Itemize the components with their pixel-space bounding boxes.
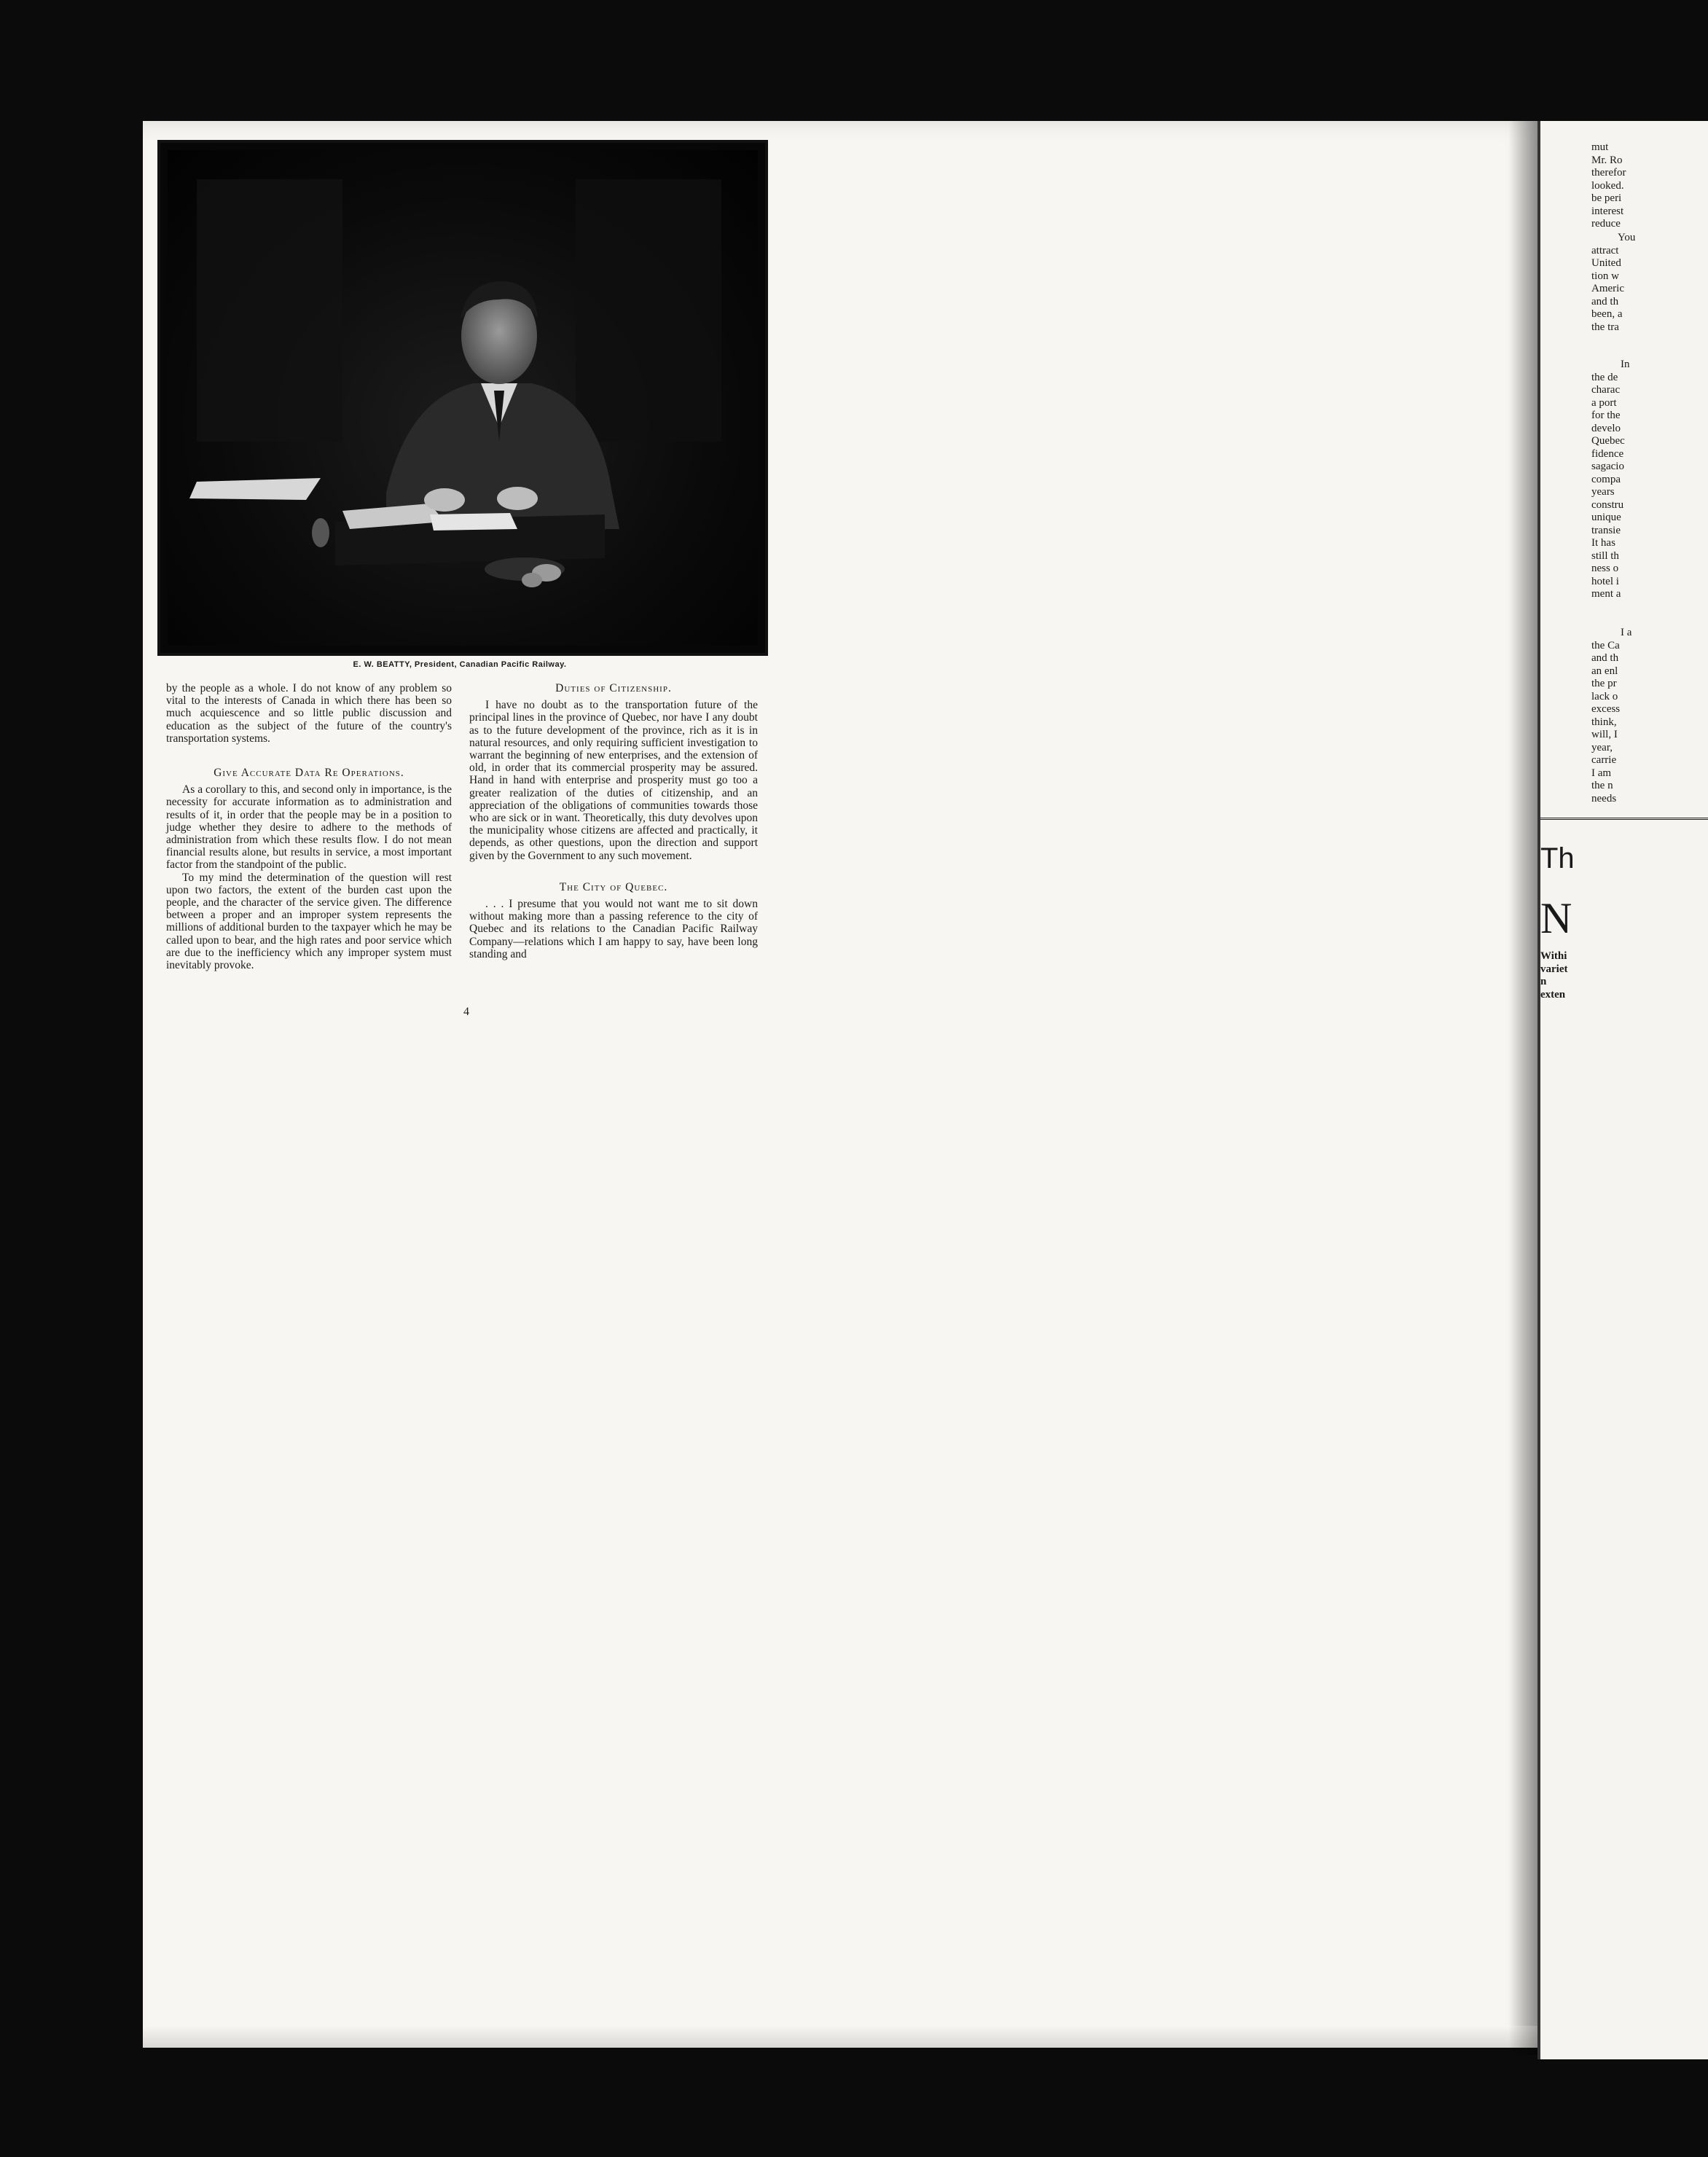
facing-line: ment a (1591, 588, 1621, 600)
right-text-column (469, 682, 758, 960)
facing-line: n (1540, 976, 1547, 987)
page-gutter (1508, 121, 1537, 2055)
facing-line: exten (1540, 988, 1566, 1001)
intro-paragraph: by the people as a whole. I do not know of any problem so vital to the interests of Canada in which there has been so much acquiescence and so little public discussion and education as the subject of the future of the country's transportation systems. (166, 682, 452, 745)
portrait-photo-frame (157, 140, 768, 656)
facing-text-block-1 (1591, 141, 1626, 231)
facing-line: and th (1591, 295, 1619, 308)
facing-line: years (1591, 486, 1615, 498)
portrait-photo (168, 150, 758, 646)
facing-text-block-3 (1591, 359, 1630, 601)
facing-line: In (1621, 359, 1630, 370)
facing-line: been, a (1591, 308, 1623, 320)
body-paragraph: To my mind the determination of the question will rest upon two factors, the extent of the burden cast upon the people, and the character of the service given. The difference between a proper and an improper system represents the millions of additional burden to the taxpayer which he may be called upon to bear, and the high rates and poor service which are due to the inefficiency which any improper system must inevitably provoke. (166, 871, 452, 972)
facing-line: the tra (1591, 321, 1619, 333)
body-paragraph: I have no doubt as to the transportation future of the principal lines in the province of Quebec, nor have I any doubt as to the future development of the province, rich as it is in natural resources, and only requiring sufficient investigation to warrant the beginning of new enterprises, and the extension of old, in order that its commercial prosperity may be assured. Hand in hand with enterprise and prosperity must go too a greater realization of the duties of citizenship, and an appreciation of the obligations of communities towards those who are sick or in want. Theoretically, this duty devolves upon the municipality whose citizens are affected and practically, it depends, as other questions, upon the direction and support given by the Government to any such movement. (469, 699, 758, 862)
facing-page (1537, 121, 1708, 2059)
facing-line: Americ (1591, 283, 1624, 294)
facing-line: It has (1591, 537, 1615, 549)
facing-line: ness o (1591, 563, 1619, 574)
facing-line: be peri (1591, 192, 1622, 204)
portrait-illustration (168, 150, 758, 646)
facing-text-block-5 (1540, 950, 1567, 1001)
facing-line: carrie (1591, 754, 1617, 766)
facing-line: still th (1591, 549, 1619, 562)
facing-line: the de (1591, 371, 1618, 383)
double-rule (1540, 818, 1708, 820)
facing-line: excess (1591, 703, 1621, 715)
facing-line: Quebec (1591, 435, 1625, 447)
facing-line: year, (1591, 741, 1613, 753)
facing-line: constru (1591, 498, 1624, 511)
section-heading-accurate-data: Give Accurate Data Re Operations. (214, 767, 404, 780)
facing-line: transie (1591, 524, 1621, 536)
facing-line: therefor (1591, 167, 1626, 179)
facing-line: hotel i (1591, 575, 1619, 587)
section-heading-city-of-quebec: The City of Quebec. (559, 880, 668, 893)
facing-line: lack o (1591, 690, 1618, 702)
facing-line: looked. (1591, 179, 1624, 192)
facing-line: tion w (1591, 270, 1619, 282)
facing-line: the Ca (1591, 639, 1620, 651)
facing-line: I am (1591, 767, 1612, 779)
facing-text-block-2 (1591, 232, 1635, 334)
section-heading-citizenship: Duties of Citizenship. (555, 682, 672, 694)
facing-heading-1: Th (1540, 842, 1575, 874)
facing-line: Mr. Ro (1591, 154, 1623, 166)
facing-line: the n (1591, 780, 1613, 791)
facing-line: attract (1591, 244, 1619, 257)
facing-line: charac (1591, 384, 1621, 396)
body-paragraph: As a corollary to this, and second only in importance, is the necessity for accurate information as to administration and results of it, in order that the people may be in a position to judge whether they desire to adhere to the methods of administration from which these results flow. I do not mean financial results alone, but results in service, a most important factor from the standpoint of the public. (166, 783, 452, 872)
facing-line: You (1618, 232, 1636, 243)
facing-line: and th (1591, 652, 1619, 664)
facing-text-block-4 (1591, 627, 1631, 805)
body-paragraph: . . . I presume that you would not want me to sit down without making more than a passing reference to the city of Quebec and its relations to the Canadian Pacific Railway Company—relations which I am happy to say, have been long standing and (469, 898, 758, 960)
facing-line: for the (1591, 410, 1621, 421)
facing-line: compa (1591, 473, 1621, 485)
facing-line: variet (1540, 963, 1568, 975)
facing-line: the pr (1591, 678, 1617, 689)
facing-line: an enl (1591, 665, 1618, 677)
page-number: 4 (463, 1006, 469, 1018)
facing-line: develo (1591, 422, 1621, 434)
facing-line: sagacio (1591, 461, 1624, 472)
facing-line: will, I (1591, 729, 1618, 740)
photo-caption: E. W. BEATTY, President, Canadian Pacific Railway. (353, 660, 567, 669)
facing-line: Withi (1540, 950, 1567, 962)
facing-line: interest (1591, 205, 1624, 217)
facing-heading-2: N (1540, 894, 1572, 942)
facing-line: fidence (1591, 447, 1624, 460)
facing-line: I a (1621, 627, 1632, 638)
facing-line: think, (1591, 716, 1617, 728)
left-text-column (166, 682, 452, 971)
facing-line: needs (1591, 792, 1617, 805)
facing-line: unique (1591, 512, 1621, 523)
facing-line: reduce (1591, 218, 1621, 230)
facing-line: a port (1591, 396, 1617, 409)
facing-line: United (1591, 257, 1621, 269)
facing-line: mut (1591, 141, 1609, 153)
